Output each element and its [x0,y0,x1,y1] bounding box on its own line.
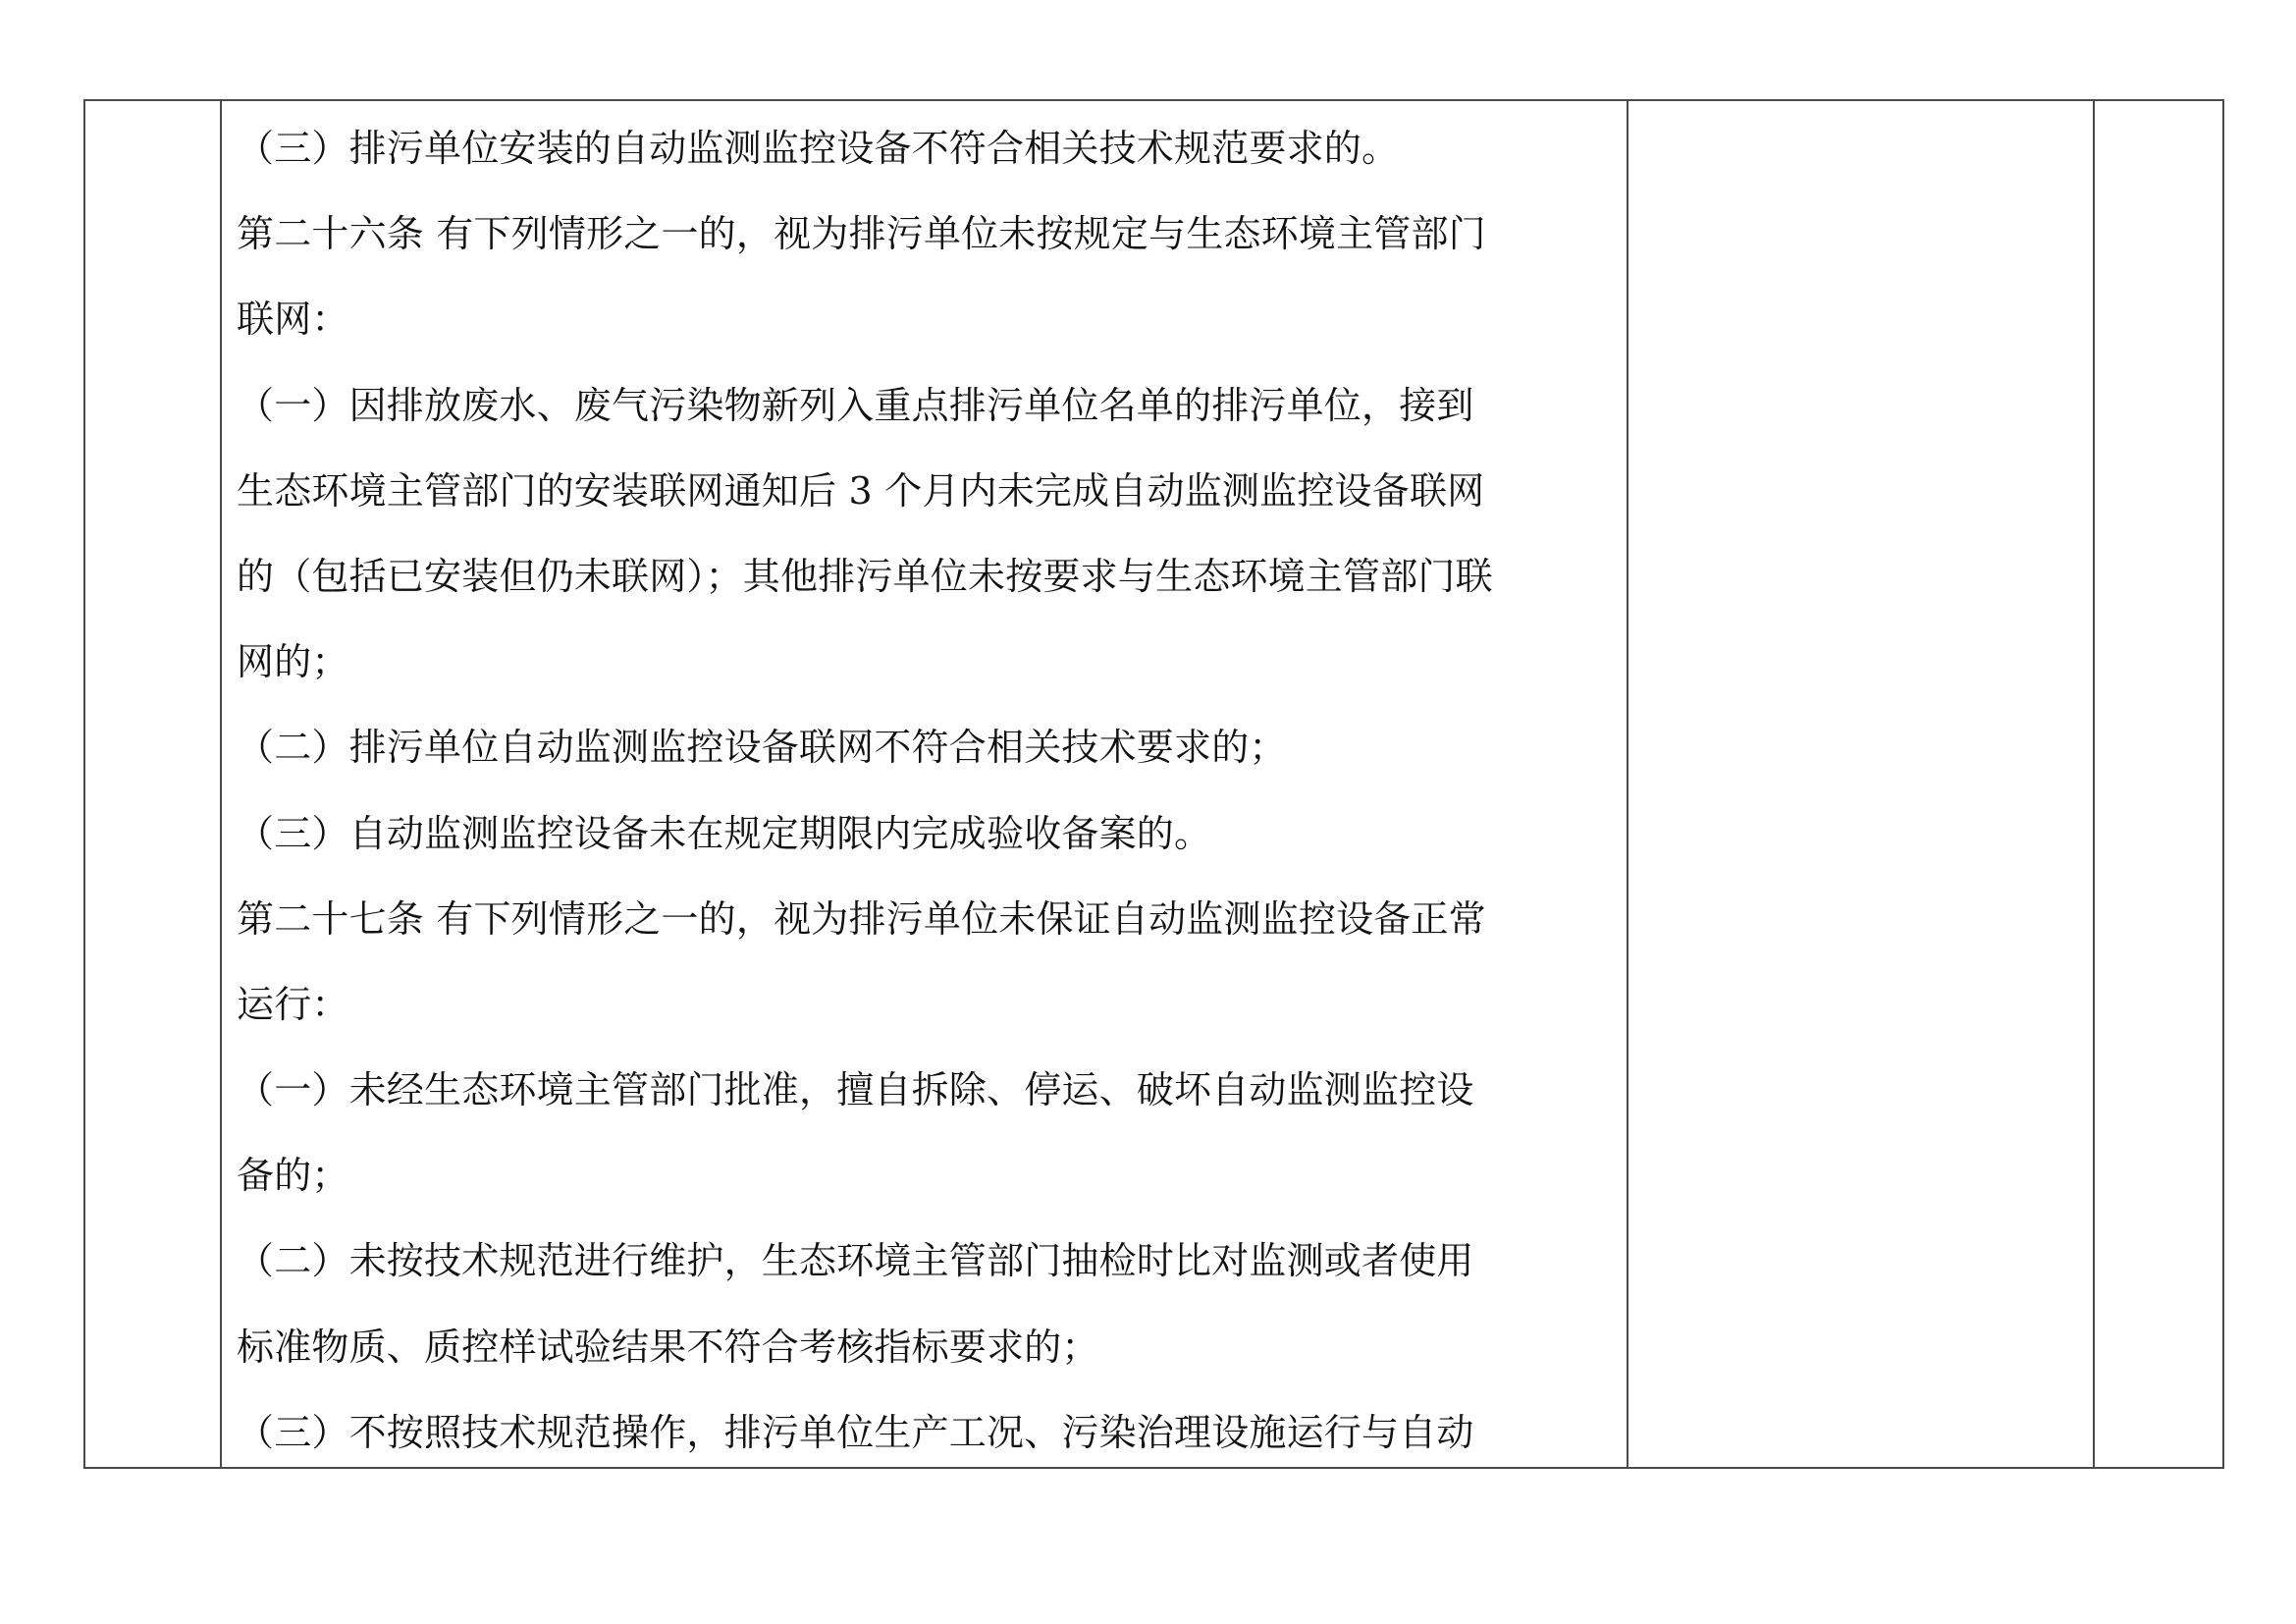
clause-line: 标准物质、质控样试验结果不符合考核指标要求的； [237,1325,1099,1369]
clause-line: （三）排污单位安装的自动监测监控设备不符合相关技术规范要求的。 [237,127,1400,170]
clause-line: 的（包括已安装但仍未联网）；其他排污单位未按要求与生态环境主管部门联 [237,554,1493,598]
table-cell-notes [2095,101,2222,1467]
table-cell-content [222,101,1629,1467]
regulation-table [83,99,2224,1469]
clause-line: （一）因排放废水、废气污染物新列入重点排污单位名单的排污单位，接到 [237,383,1474,427]
clause-line: （三）不按照技术规范操作，排污单位生产工况、污染治理设施运行与自动 [237,1410,1474,1454]
clause-line: （二）未按技术规范进行维护，生态环境主管部门抽检时比对监测或者使用 [237,1239,1474,1283]
clause-line: （二）排污单位自动监测监控设备联网不符合相关技术要求的； [237,726,1287,770]
clause-text-block [222,101,1627,1492]
clause-line: 生态环境主管部门的安装联网通知后 3 个月内未完成自动监测监控设备联网 [237,468,1485,513]
clause-line: 网的； [237,640,349,684]
clause-line: 运行： [237,982,349,1026]
clause-line: 第二十七条 有下列情形之一的，视为排污单位未保证自动监测监控设备正常 [237,896,1486,941]
clause-line: （三）自动监测监控设备未在规定期限内完成验收备案的。 [237,811,1212,855]
clause-line: （一）未经生态环境主管部门批准，擅自拆除、停运、破坏自动监测监控设 [237,1068,1474,1112]
table-cell-basis [1629,101,2095,1467]
clause-line: 备的； [237,1154,349,1198]
clause-line: 第二十六条 有下列情形之一的，视为排污单位未按规定与生态环境主管部门 [237,212,1486,256]
clause-line: 联网： [237,298,349,342]
table-cell-index [85,101,222,1467]
